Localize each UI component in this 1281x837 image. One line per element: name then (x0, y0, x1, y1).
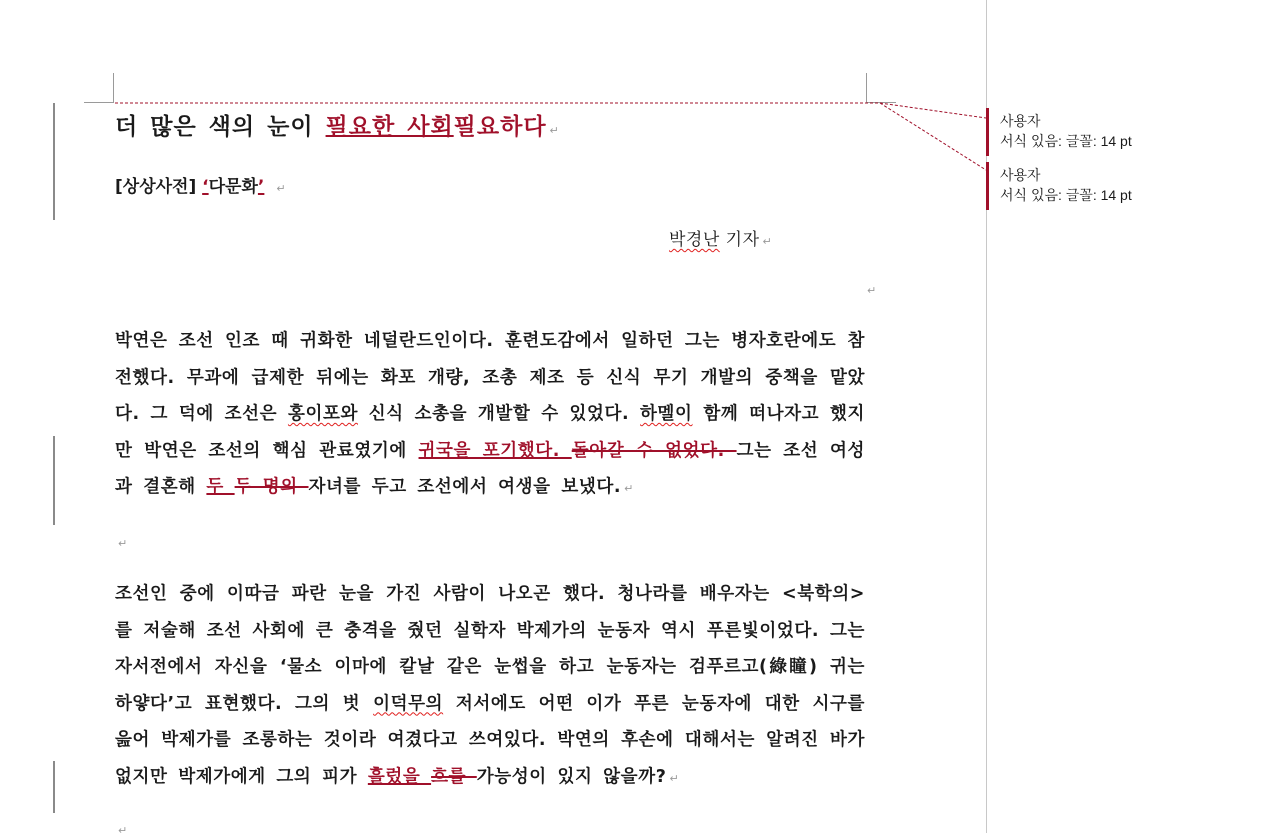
format-change-balloon[interactable] (1000, 111, 1132, 151)
subtitle-quote-close[interactable]: ’ (257, 177, 265, 197)
paragraph-mark: ↵ (118, 537, 128, 550)
byline-name[interactable]: 박경난 (669, 230, 720, 250)
paragraph-text: 자녀를 두고 조선에서 여생을 보냈다. (308, 477, 622, 497)
paragraph-mark: ↵ (276, 182, 286, 195)
spelling-error[interactable]: 이덕무의 (373, 693, 444, 714)
byline-role: 기자 (719, 230, 760, 250)
balloon-author: 사용자 (1000, 167, 1041, 183)
paragraph-text: 조선인 중에 이따금 파란 눈을 가진 사람이 나오곤 했다. 청나라를 배우자는 <북학의>를 저술해 조선 사회에 큰 충격을 줬던 실학자 박제가의 눈동자 역시 푸른빛이었다. 그는 자서전에서 자신을 ‘물소 이마에 칼날 같은 눈썹을 하고 눈동자는 검푸르고(綠瞳) 귀는 하얗다’고 표현했다. 그의 벗 (115, 584, 865, 714)
tracked-insertion[interactable]: 흘렀을 (367, 766, 432, 787)
paragraph-mark: ↵ (669, 771, 680, 785)
paragraph-mark: ↵ (762, 235, 773, 248)
paragraph-mark: ↵ (624, 482, 634, 495)
connector-line (880, 103, 986, 170)
balloon-detail: 서식 있음: 글꼴: 14 pt (1000, 133, 1132, 149)
paragraph-mark: ↵ (118, 824, 128, 837)
subtitle-quote-open[interactable]: ‘ (202, 177, 209, 197)
spelling-error[interactable]: 홍이포와 (287, 404, 358, 424)
tracked-deletion[interactable]: 흐를 (431, 766, 477, 787)
paragraph-mark: ↵ (867, 284, 877, 297)
paragraph-text: 저서에도 어떤 이가 푸른 눈동자에 대한 시구를 읊어 박제가를 조롱하는 것이라 여겼다고 쓰여있다. 박연의 후손에 대해서는 알려진 바가 없지만 박제가에게 그의 피가 (115, 693, 865, 787)
tracked-deletion[interactable]: 두 명의 (234, 477, 309, 497)
subtitle-text: [상상사전] (115, 177, 203, 197)
tracked-insertion[interactable]: 두 (206, 477, 235, 497)
paragraph-text: 박연은 조선 인조 때 귀화한 네덜란드인이다. 훈련도감에서 일하던 그는 병자호란에도 참전했다. 무과에 급제한 뒤에는 화포 개량, 조총 제조 등 신식 무기 개발의 중책을 맡았다. 그 덕에 조선은 (115, 331, 865, 424)
paragraph-text: 그는 조선 여성과 결혼해 (115, 440, 865, 497)
paragraph-text: 함께 떠나자고 했지만 박연은 조선의 핵심 관료였기에 (115, 404, 865, 461)
balloon-detail: 서식 있음: 글꼴: 14 pt (1000, 187, 1132, 203)
format-change-balloon[interactable] (1000, 165, 1132, 205)
subtitle-word: 다문화 (208, 177, 258, 197)
paragraph-text: 신식 소총을 개발할 수 있었다. (357, 404, 641, 424)
tracked-deletion[interactable]: 돌아갈 수 없었다. (571, 440, 737, 461)
balloon-author: 사용자 (1000, 113, 1041, 129)
spelling-error[interactable]: 하멜이 (640, 404, 693, 424)
title-insertion[interactable]: 필요한 사회 (325, 114, 454, 140)
balloon-bar (986, 108, 989, 156)
tracked-insertion[interactable]: 귀국을 포기했다. (418, 440, 572, 461)
paragraph-text: 가능성이 있지 않을까? (476, 766, 667, 787)
connector-line (880, 103, 986, 118)
title-text: 더 많은 색의 눈이 (115, 114, 326, 140)
title-insertion[interactable]: 필요하다 (453, 114, 547, 140)
balloon-bar (986, 162, 989, 210)
paragraph-mark: ↵ (549, 124, 560, 137)
